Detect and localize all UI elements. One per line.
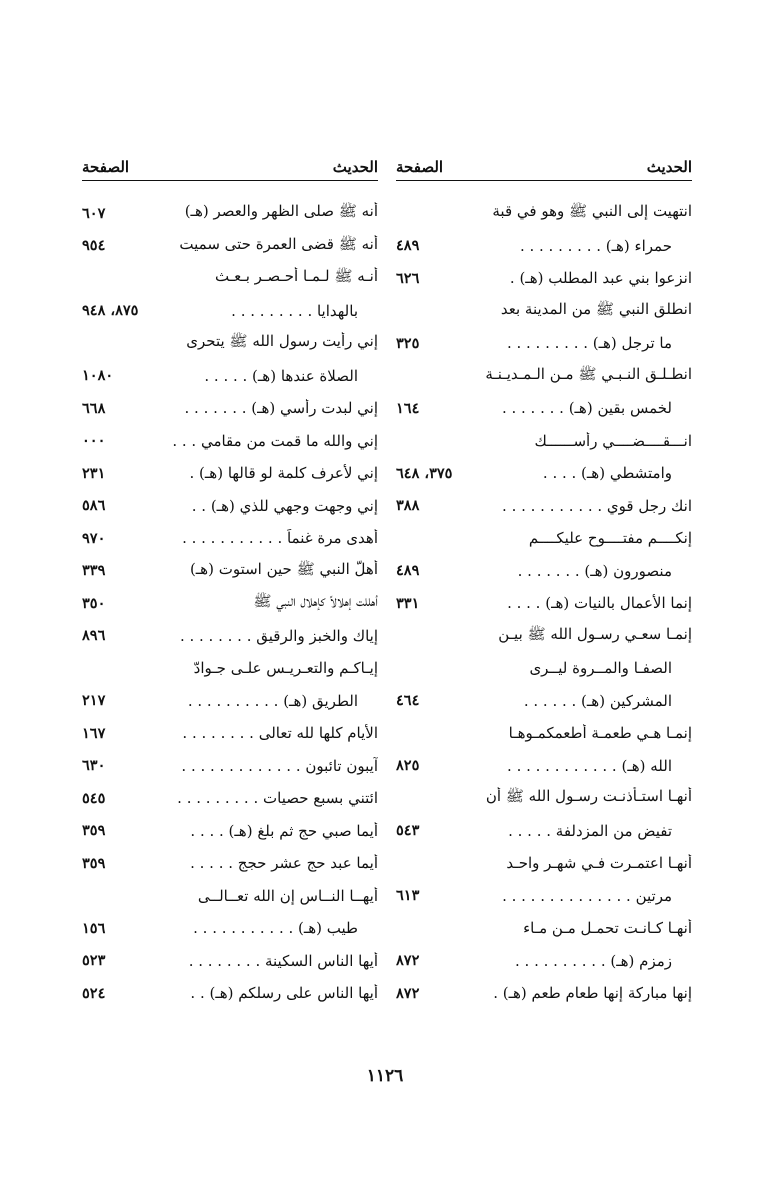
hadith-text: أنـه ﷺ لـمـا أحـصـر بـعـث bbox=[214, 267, 378, 286]
index-entry bbox=[396, 360, 692, 393]
index-entry bbox=[82, 587, 378, 620]
hadith-text: لخمس بقين (هـ) . . . . . . . bbox=[501, 399, 672, 418]
hadith-text: وامتشطي (هـ) . . . . bbox=[542, 464, 672, 483]
hadith-text: انطلق النبي ﷺ من المدينة بعد bbox=[500, 299, 692, 318]
page-ref: ٣٥٩ bbox=[82, 822, 106, 840]
index-entry bbox=[82, 912, 378, 945]
hadith-text: أهلَّ النبي ﷺ حين استوت (هـ) bbox=[189, 559, 378, 578]
page-ref: ٣٥٩ bbox=[82, 854, 106, 872]
page-ref: ٣٣٩ bbox=[82, 562, 106, 580]
hadith-text: ما ترجل (هـ) . . . . . . . . . bbox=[506, 334, 672, 353]
page-ref: ٥٤٣ bbox=[396, 822, 420, 840]
hadith-text: أيما عبد حج عشر حجج . . . . . bbox=[190, 854, 378, 873]
page-ref: ٦٦٨ bbox=[82, 399, 106, 417]
hadith-text: إنمـا هـي طعمـة أطعمكمـوهـا bbox=[508, 724, 692, 743]
index-entry bbox=[82, 880, 378, 913]
page-ref: ٣٨٨ bbox=[396, 497, 420, 515]
index-entry bbox=[82, 815, 378, 848]
index-entry bbox=[396, 295, 692, 328]
page-header: الصفحة bbox=[396, 158, 444, 176]
index-entry bbox=[396, 522, 692, 555]
page-ref: ٥٨٦ bbox=[82, 497, 106, 515]
index-entry bbox=[396, 392, 692, 425]
hadith-text: أيما صبي حج ثم بلغ (هـ) . . . . bbox=[190, 821, 378, 840]
hadith-text: إيـاكـم والتعـريـس علـى جـوادّ bbox=[193, 659, 378, 678]
index-entry bbox=[82, 522, 378, 555]
hadith-text: أنهـا اعتمـرت فـي شهـر واحـد bbox=[506, 854, 692, 873]
index-entry bbox=[82, 685, 378, 718]
page-ref: ٤٦٤ bbox=[396, 692, 420, 710]
hadith-text: إني والله ما قمت من مقامي . . . bbox=[172, 431, 378, 450]
index-entry bbox=[82, 945, 378, 978]
page-ref: ٦٢٦ bbox=[396, 269, 420, 287]
page-ref: ٨٧٢ bbox=[396, 984, 420, 1002]
index-entry bbox=[396, 197, 692, 230]
page-ref: ٣٢٥ bbox=[396, 334, 420, 352]
index-entry bbox=[396, 912, 692, 945]
column-header bbox=[82, 146, 378, 181]
index-entry bbox=[396, 490, 692, 523]
index-entry bbox=[396, 750, 692, 783]
hadith-text: الطريق (هـ) . . . . . . . . . . bbox=[187, 691, 358, 710]
page-ref: ١٦٤ bbox=[396, 399, 420, 417]
hadith-text: بالهدايا . . . . . . . . . bbox=[231, 301, 358, 320]
page-ref: ٨٩٦ bbox=[82, 627, 106, 645]
hadith-text: إني رأيت رسول الله ﷺ يتحرى bbox=[186, 332, 378, 351]
index-entry bbox=[82, 295, 378, 328]
page-ref: ٥٢٤ bbox=[82, 984, 106, 1002]
hadith-text: أيهــا النــاس إن الله تعــالــى bbox=[197, 886, 378, 905]
page-ref: ١٥٦ bbox=[82, 919, 106, 937]
hadith-text: انتهيت إلى النبي ﷺ وهو في قبة bbox=[492, 202, 692, 221]
hadith-text: انك رجل قوي . . . . . . . . . . . bbox=[502, 496, 692, 515]
hadith-text: إنما الأعمال بالنيات (هـ) . . . . bbox=[507, 594, 692, 613]
index-entry bbox=[82, 652, 378, 685]
index-entry bbox=[82, 750, 378, 783]
index-entry bbox=[396, 945, 692, 978]
index-entry bbox=[82, 977, 378, 1010]
index-entry bbox=[82, 327, 378, 360]
hadith-text: إنها مباركة إنها طعام طعم (هـ) . bbox=[493, 984, 692, 1003]
page-ref: ٨٧٢ bbox=[396, 952, 420, 970]
index-entry bbox=[396, 717, 692, 750]
index-entry bbox=[396, 555, 692, 588]
hadith-text: إني لبدت رأسي (هـ) . . . . . . . bbox=[184, 399, 378, 418]
index-entry bbox=[396, 977, 692, 1010]
page-number: ١١٢٦ bbox=[366, 1066, 404, 1086]
index-entry bbox=[396, 425, 692, 458]
page-ref: ٥٢٣ bbox=[82, 952, 106, 970]
hadith-text: زمزم (هـ) . . . . . . . . . . bbox=[515, 951, 672, 970]
hadith-text: الصفـا والمــروة ليــرى bbox=[529, 659, 672, 678]
index-entry bbox=[82, 490, 378, 523]
hadith-text: أنه ﷺ صلى الظهر والعصر (هـ) bbox=[184, 202, 378, 221]
hadith-text: أهدى مرة غنماً . . . . . . . . . . . bbox=[182, 529, 378, 548]
hadith-text: أيها الناس على رسلكم (هـ) . . bbox=[190, 984, 378, 1003]
page-ref: ٣٣١ bbox=[396, 594, 420, 612]
index-entry bbox=[82, 425, 378, 458]
page-ref: ١٠٨٠ bbox=[82, 367, 114, 385]
hadith-text: انطـلـق النـبـي ﷺ مـن الـمـديـنـة bbox=[485, 364, 692, 383]
hadith-text: منصورون (هـ) . . . . . . . bbox=[517, 561, 672, 580]
column-header bbox=[396, 146, 692, 181]
index-entry bbox=[82, 392, 378, 425]
page-ref: ٩٧٠ bbox=[82, 529, 106, 547]
page-ref: ٢١٧ bbox=[82, 692, 106, 710]
page-ref: ٦١٣ bbox=[396, 887, 420, 905]
index-entry bbox=[82, 620, 378, 653]
index-entry bbox=[82, 555, 378, 588]
index-entry bbox=[82, 717, 378, 750]
page-ref: ٠٠٠ bbox=[82, 432, 106, 450]
page-ref: ٢٣١ bbox=[82, 464, 106, 482]
index-entry bbox=[396, 457, 692, 490]
page-ref: ٤٨٩ bbox=[396, 562, 420, 580]
page-ref: ١٦٧ bbox=[82, 724, 106, 742]
index-entry bbox=[396, 685, 692, 718]
hadith-text: إني وجهت وجهي للذي (هـ) . . bbox=[191, 496, 378, 515]
hadith-text: مرتين . . . . . . . . . . . . . . bbox=[502, 886, 672, 905]
hadith-text: إني لأعرف كلمة لو قالها (هـ) . bbox=[189, 464, 378, 483]
page-ref: ٨٧٥، ٩٤٨ bbox=[82, 302, 139, 320]
index-entry bbox=[82, 230, 378, 263]
index-entry bbox=[396, 230, 692, 263]
hadith-text: آيبون تائبون . . . . . . . . . . . . . bbox=[181, 756, 378, 775]
hadith-text: طيب (هـ) . . . . . . . . . . . bbox=[193, 919, 358, 938]
hadith-text: الصلاة عندها (هـ) . . . . . bbox=[204, 366, 358, 385]
index-entry bbox=[396, 782, 692, 815]
hadith-text: الله (هـ) . . . . . . . . . . . . bbox=[507, 756, 672, 775]
hadith-text: إياك والخبز والرقيق . . . . . . . . bbox=[179, 626, 378, 645]
hadith-text: ائتني بسبع حصيات . . . . . . . . . bbox=[177, 789, 378, 808]
index-entry bbox=[396, 620, 692, 653]
page-ref: ٦٠٧ bbox=[82, 204, 106, 222]
index-entry bbox=[396, 262, 692, 295]
page-header: الصفحة bbox=[82, 158, 130, 176]
hadith-text: تفيض من المزدلفة . . . . . bbox=[508, 821, 672, 840]
hadith-text: انزعوا بني عبد المطلب (هـ) . bbox=[509, 269, 692, 288]
hadith-text: حمراء (هـ) . . . . . . . . . bbox=[519, 236, 672, 255]
entries-list bbox=[396, 197, 692, 1010]
index-entry bbox=[396, 652, 692, 685]
hadith-text: المشركين (هـ) . . . . . . bbox=[523, 691, 672, 710]
index-column-left bbox=[82, 146, 378, 1010]
hadith-text: أنهـا كـانـت تحمـل مـن مـاء bbox=[523, 919, 692, 938]
page-ref: ٥٤٥ bbox=[82, 789, 106, 807]
index-entry bbox=[82, 847, 378, 880]
index-entry bbox=[396, 587, 692, 620]
index-entry bbox=[82, 360, 378, 393]
hadith-header: الحديث bbox=[332, 158, 378, 176]
index-column-right bbox=[396, 146, 692, 1010]
index-entry bbox=[82, 782, 378, 815]
entries-list bbox=[82, 197, 378, 1010]
page-ref: ٦٣٠ bbox=[82, 757, 106, 775]
hadith-text: إنمـا سعـي رسـول الله ﷺ بيـن bbox=[498, 624, 692, 643]
page-ref: ٨٢٥ bbox=[396, 757, 420, 775]
index-entry bbox=[82, 457, 378, 490]
index-entry bbox=[82, 262, 378, 295]
hadith-text: إنكــــم مفتــــوح عليكــــم bbox=[528, 529, 692, 548]
page-ref: ٣٧٥، ٦٤٨ bbox=[396, 464, 453, 482]
hadith-text: أنهـا استـأذنـت رسـول الله ﷺ أن bbox=[485, 787, 692, 806]
hadith-text: أيها الناس السكينة . . . . . . . . bbox=[188, 951, 378, 970]
index-entry bbox=[396, 815, 692, 848]
hadith-text: أنه ﷺ قضى العمرة حتى سميت bbox=[179, 234, 378, 253]
hadith-text: أهللت إهلالاً كإهلال النبي ﷺ bbox=[253, 592, 378, 611]
index-entry bbox=[396, 847, 692, 880]
index-entry bbox=[82, 197, 378, 230]
page-ref: ٣٥٠ bbox=[82, 594, 106, 612]
index-entry bbox=[396, 327, 692, 360]
hadith-text: انـــقــــضــــي رأســــــك bbox=[534, 431, 692, 450]
hadith-text: الأيام كلها لله تعالى . . . . . . . . bbox=[182, 724, 378, 743]
page-ref: ٩٥٤ bbox=[82, 237, 106, 255]
index-entry bbox=[396, 880, 692, 913]
page-ref: ٤٨٩ bbox=[396, 237, 420, 255]
hadith-header: الحديث bbox=[646, 158, 692, 176]
